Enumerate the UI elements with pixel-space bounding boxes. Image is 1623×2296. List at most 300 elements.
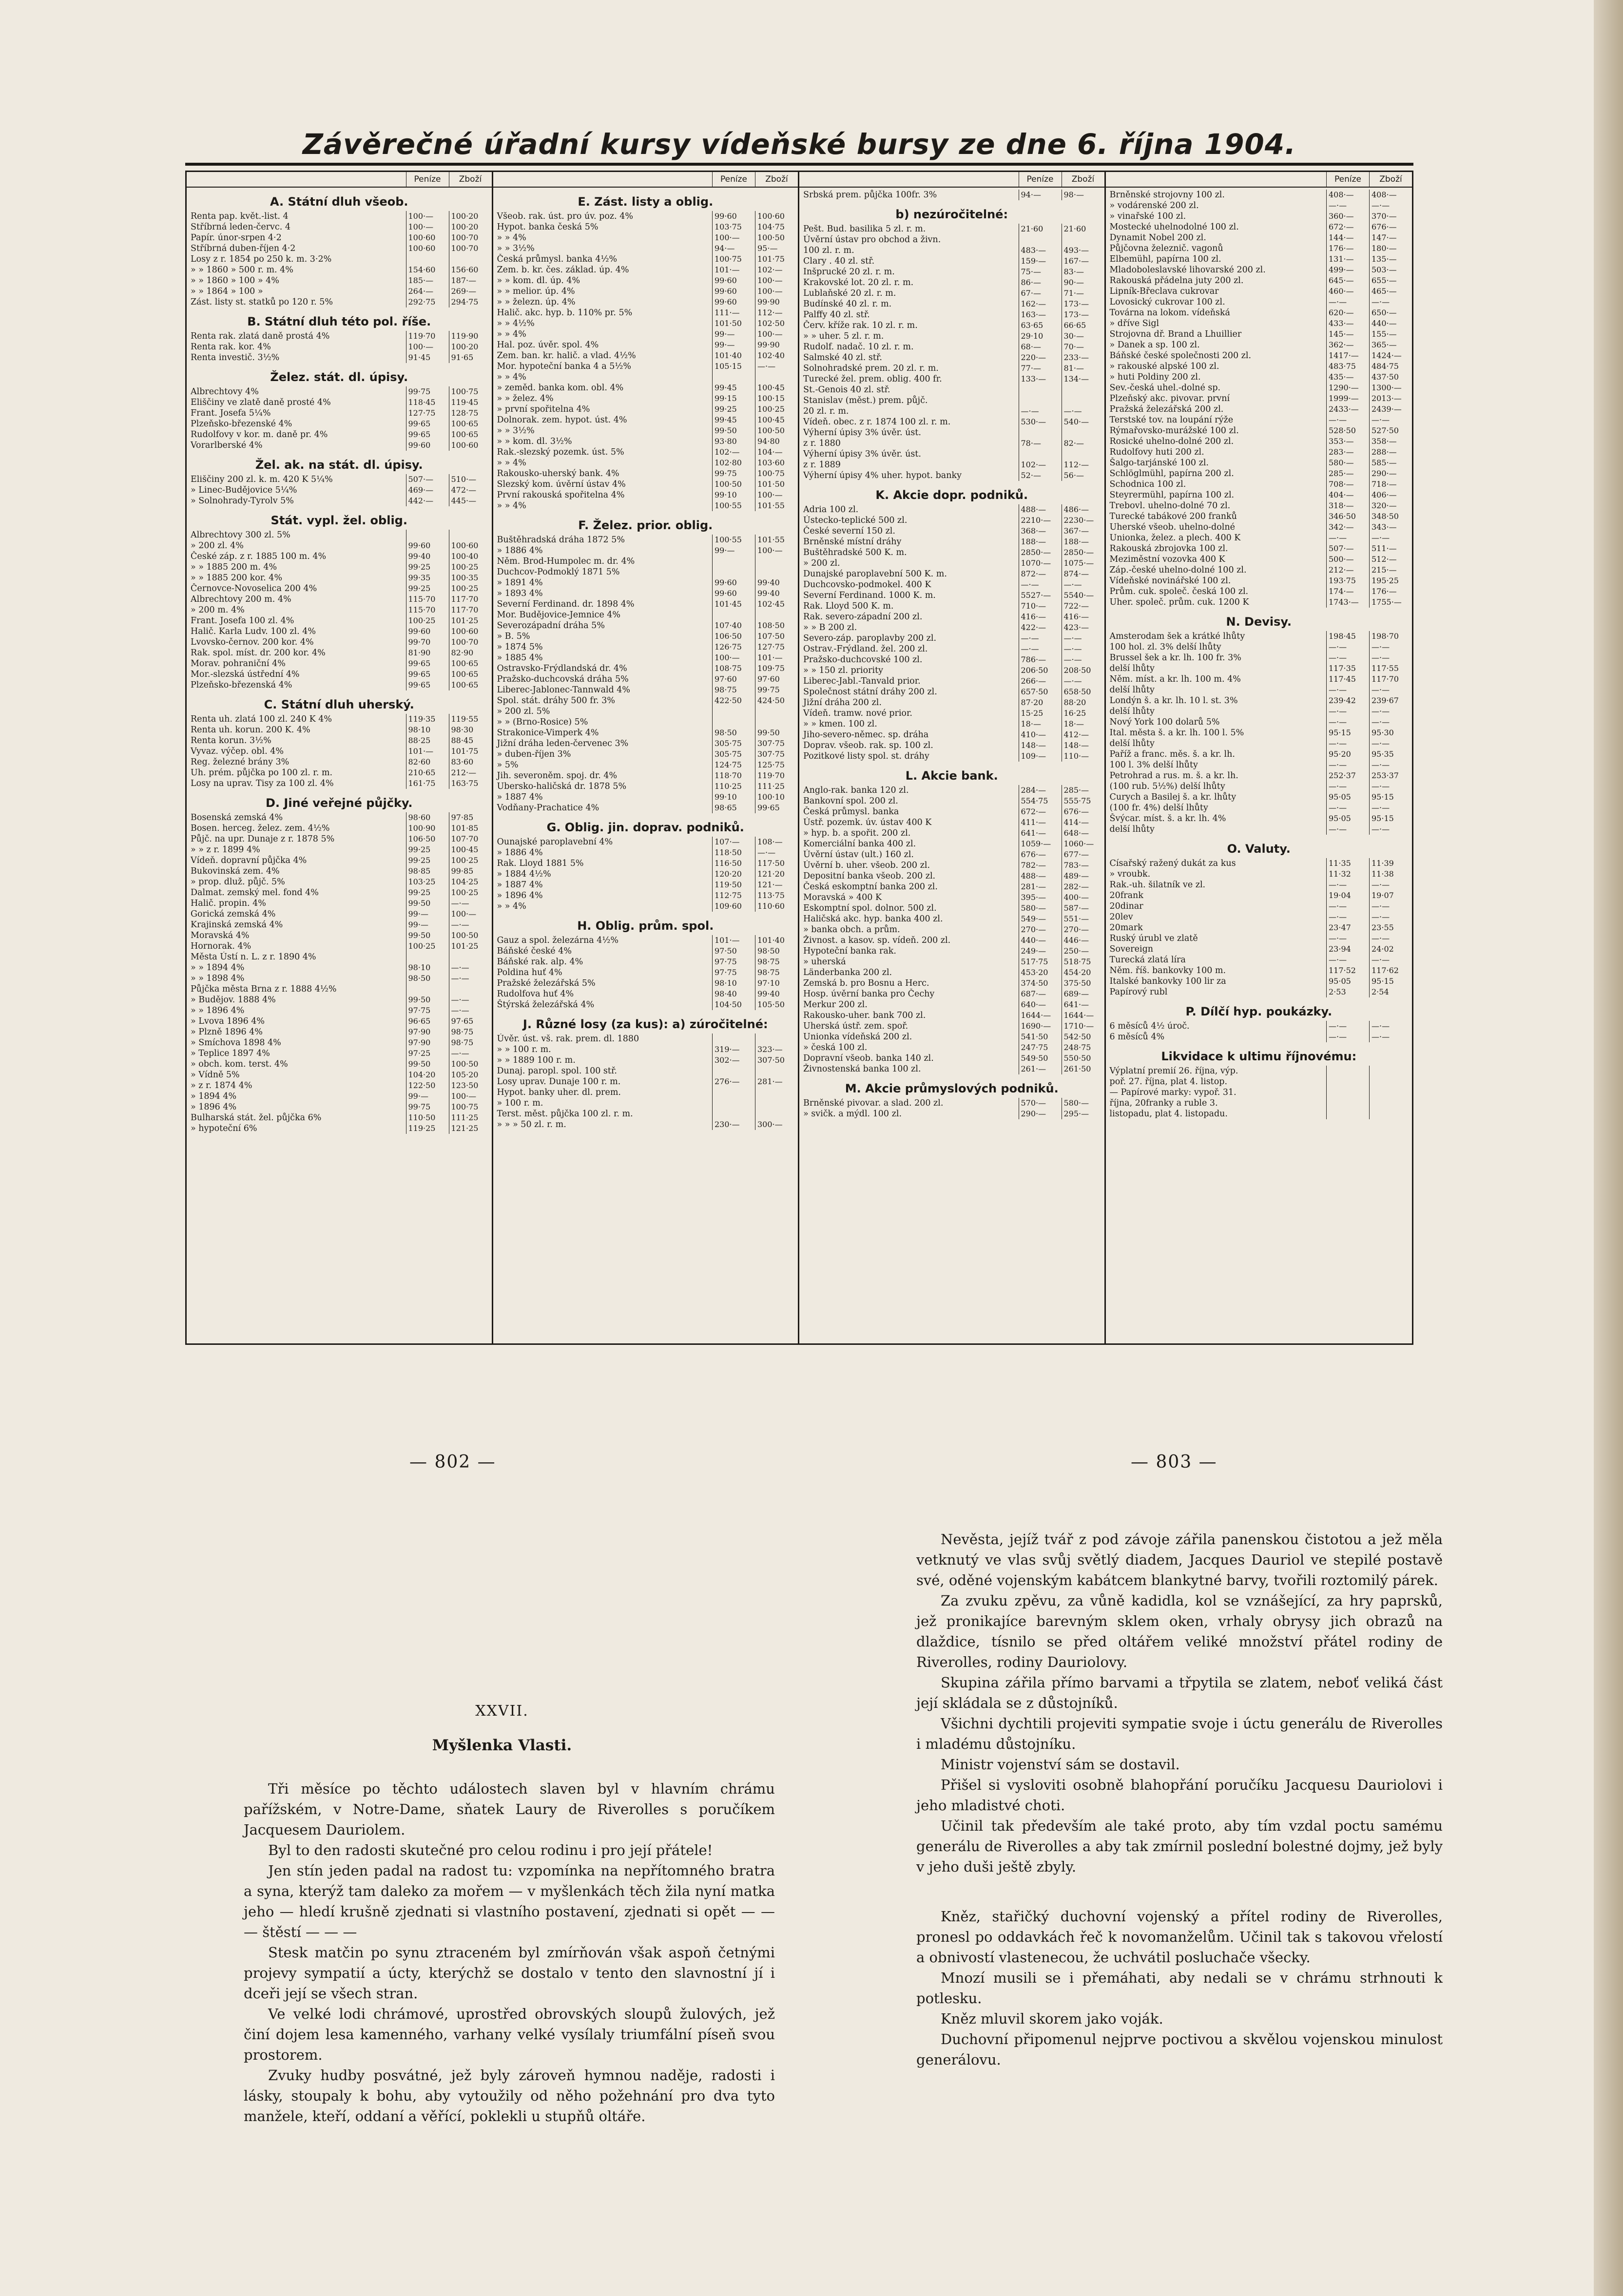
security-name: » » 1894 4% xyxy=(191,963,245,973)
section-heading: F. Želez. prior. oblig. xyxy=(578,518,713,532)
price-bid xyxy=(712,610,755,620)
table-row xyxy=(799,687,1104,697)
price-bid: 78·— xyxy=(1019,438,1062,449)
security-name: Plzeňský akc. pivovar. první xyxy=(1109,394,1230,403)
table-row xyxy=(799,406,1104,417)
table-row xyxy=(493,685,798,695)
price-bid: 185·— xyxy=(406,275,449,286)
price-ask: 551·— xyxy=(1062,914,1104,924)
price-ask xyxy=(755,1087,798,1098)
price-bid: 101·— xyxy=(712,935,755,946)
security-name: Bosenská zemská 4% xyxy=(191,813,283,823)
table-row xyxy=(187,626,492,637)
table-row xyxy=(187,680,492,690)
security-name: Sev.-česká uhel.-dolné sp. xyxy=(1109,383,1221,393)
price-bid: 786·— xyxy=(1019,654,1062,665)
table-row xyxy=(493,425,798,436)
table-row xyxy=(187,941,492,952)
table-row xyxy=(1106,1066,1412,1076)
security-name: » » 1885 200 m. 4% xyxy=(191,562,277,572)
price-ask: 472·— xyxy=(449,485,492,496)
price-ask: —·— xyxy=(1369,803,1412,813)
table-row xyxy=(1106,383,1412,393)
security-name: Paříž a franc. měs. š. a kr. lh. xyxy=(1109,749,1235,759)
price-ask: 119·90 xyxy=(449,331,492,342)
security-name: Ubersko-haličská dr. 1878 5% xyxy=(497,782,627,791)
security-name: Ústecko-teplické 500 zl. xyxy=(803,516,908,525)
security-name: Eliščiny 200 zl. k. m. 420 K 5¼% xyxy=(191,475,333,484)
security-name: Anglo-rak. banka 120 zl. xyxy=(803,785,909,795)
price-ask: 239·67 xyxy=(1369,695,1412,706)
section-heading: H. Oblig. prům. spol. xyxy=(577,919,714,933)
table-row xyxy=(799,190,1104,200)
price-bid: 1070·— xyxy=(1019,558,1062,569)
price-bid: 124·75 xyxy=(712,760,755,770)
price-bid: 100·— xyxy=(712,232,755,243)
price-ask xyxy=(1369,1087,1412,1098)
price-bid: 88·25 xyxy=(406,735,449,746)
table-row xyxy=(1106,254,1412,265)
price-bid: 284·— xyxy=(1019,785,1062,796)
column-header xyxy=(1106,172,1412,188)
table-row xyxy=(187,485,492,496)
price-ask xyxy=(449,530,492,540)
price-bid: 362·— xyxy=(1326,340,1369,350)
security-name: Dalmat. zemský mel. fond 4% xyxy=(191,888,319,898)
price-ask: 510·— xyxy=(449,474,492,485)
price-ask: 307·50 xyxy=(755,1055,798,1066)
table-row xyxy=(799,331,1104,342)
table-row xyxy=(1106,533,1412,543)
price-bid: 107·— xyxy=(712,837,755,847)
section-heading: O. Valuty. xyxy=(1227,842,1291,856)
price-ask xyxy=(1062,395,1104,406)
table-row xyxy=(799,590,1104,601)
price-bid: 100·25 xyxy=(406,941,449,952)
table-row xyxy=(493,858,798,869)
security-name: » 1874 5% xyxy=(497,642,543,652)
table-row xyxy=(493,1066,798,1076)
price-ask: 16·25 xyxy=(1062,708,1104,719)
table-row xyxy=(799,504,1104,515)
security-name: Frant. Josefa 5¼% xyxy=(191,408,271,418)
security-name: Rak.-uh. šilatník ve zl. xyxy=(1109,880,1206,890)
price-bid: 507·— xyxy=(406,474,449,485)
security-name: » Vídně 5% xyxy=(191,1070,240,1080)
table-row xyxy=(799,1064,1104,1074)
table-row xyxy=(493,749,798,760)
security-name: » 200 zl. 5% xyxy=(497,707,550,716)
price-ask: 19·07 xyxy=(1369,890,1412,901)
table-row xyxy=(1106,372,1412,383)
paragraph: Nevěsta, jejíž tvář z pod závoje zářila panenskou čistotou a jež měla vetknutý ve vlas svůj světlý diadem, Jacques Dauriol ve stepilé postavě své, oděné vojenským kabátcem blankytné barvy, tvořili roztomilý párek. xyxy=(916,1531,1443,1588)
security-name: » » 1864 » 100 » xyxy=(191,287,263,296)
security-name: Česká průmysl. banka xyxy=(803,807,899,817)
table-row xyxy=(1106,976,1412,987)
price-ask: 587·— xyxy=(1062,903,1104,914)
price-ask: 100·35 xyxy=(449,573,492,583)
security-name: 20frank xyxy=(1109,891,1143,900)
price-bid xyxy=(1019,384,1062,395)
security-name: Schlöglmühl, papírna 200 zl. xyxy=(1109,469,1234,478)
price-ask: 408·— xyxy=(1369,190,1412,200)
price-bid xyxy=(712,1066,755,1076)
security-name: Města Ústí n. L. z r. 1890 4% xyxy=(191,952,316,962)
price-ask: —·— xyxy=(1369,706,1412,717)
security-name: Něm. říš. bankovky 100 m. xyxy=(1109,966,1226,976)
security-name: Halič. Karla Ludv. 100 zl. 4% xyxy=(191,627,316,636)
table-row xyxy=(1106,631,1412,642)
price-bid: 99·65 xyxy=(406,669,449,680)
table-row xyxy=(493,674,798,685)
price-bid: 15·25 xyxy=(1019,708,1062,719)
security-name: Renta uh. korun. 200 K. 4% xyxy=(191,725,310,735)
price-bid: 95·20 xyxy=(1326,749,1369,760)
price-ask xyxy=(1369,1109,1412,1119)
column-header-label: Peníze xyxy=(1019,172,1062,187)
security-name: Rudolfovy v kor. m. daně pr. 4% xyxy=(191,430,328,440)
price-ask: —·— xyxy=(1369,880,1412,890)
price-ask: 100·65 xyxy=(449,669,492,680)
price-ask: 270·— xyxy=(1062,924,1104,935)
price-bid: 2210·— xyxy=(1019,515,1062,526)
security-name: Jižní dráha leden-červenec 3% xyxy=(497,739,629,748)
price-ask xyxy=(449,984,492,995)
price-bid: 126·75 xyxy=(712,642,755,652)
price-bid: 97·50 xyxy=(712,946,755,957)
table-row xyxy=(799,806,1104,817)
table-row xyxy=(187,823,492,834)
security-name: Půjč. na upr. Dunaje z r. 1878 5% xyxy=(191,834,335,844)
table-row xyxy=(493,770,798,781)
table-row xyxy=(799,903,1104,914)
price-bid: 549·— xyxy=(1019,914,1062,924)
page-binding-edge xyxy=(1594,0,1623,2296)
price-ask: 121·20 xyxy=(755,869,798,880)
security-name: 100 l. 3% delší lhůty xyxy=(1109,760,1198,770)
price-ask: 2439·— xyxy=(1369,404,1412,415)
table-row xyxy=(187,605,492,615)
security-name: Zem. ban. kr. halič. a vlad. 4½% xyxy=(497,351,636,361)
table-row xyxy=(799,612,1104,622)
security-name: » » 4% xyxy=(497,329,526,339)
table-row xyxy=(1106,468,1412,479)
table-row xyxy=(1106,211,1412,222)
column-header-label: Zboží xyxy=(1062,172,1104,187)
table-row xyxy=(493,792,798,803)
table-row xyxy=(799,536,1104,547)
price-bid: 404·— xyxy=(1326,490,1369,500)
security-name: Mostecké uhelnodolné 100 zl. xyxy=(1109,222,1239,232)
price-bid: —·— xyxy=(1326,1021,1369,1032)
security-name: Živnostenská banka 100 zl. xyxy=(803,1064,921,1074)
table-row xyxy=(799,697,1104,708)
security-name: » 1887 4% xyxy=(497,880,543,890)
price-bid: 247·75 xyxy=(1019,1042,1062,1053)
price-bid: —·— xyxy=(1326,1032,1369,1042)
security-name: » » 4% xyxy=(497,458,526,468)
table-row xyxy=(1106,307,1412,318)
price-bid: 212·— xyxy=(1326,565,1369,575)
table-row xyxy=(187,254,492,265)
price-bid: 541·50 xyxy=(1019,1032,1062,1042)
table-row xyxy=(493,717,798,727)
table-row xyxy=(1106,286,1412,297)
price-bid xyxy=(712,1098,755,1109)
price-ask: 650·— xyxy=(1369,307,1412,318)
price-bid: —·— xyxy=(1019,579,1062,590)
section-heading: G. Oblig. jin. doprav. podniků. xyxy=(546,821,744,834)
section-heading: M. Akcie průmyslových podniků. xyxy=(845,1082,1059,1095)
price-ask: 107·70 xyxy=(449,834,492,844)
table-row xyxy=(187,735,492,746)
price-ask: 100·45 xyxy=(755,415,798,425)
price-bid: 99·— xyxy=(406,1091,449,1102)
table-row xyxy=(493,447,798,458)
price-ask: 101·— xyxy=(755,652,798,663)
price-bid: 108·75 xyxy=(712,663,755,674)
price-ask: 282·— xyxy=(1062,881,1104,892)
price-ask: 147·— xyxy=(1369,232,1412,243)
security-name: Výplatní premií 26. října, výp. xyxy=(1109,1066,1238,1076)
security-name: Renta uh. zlatá 100 zl. 240 K 4% xyxy=(191,714,332,724)
security-name: Lipník-Břeclava cukrovar xyxy=(1109,287,1219,296)
table-row xyxy=(493,340,798,350)
table-row xyxy=(1106,922,1412,933)
price-bid: 117·35 xyxy=(1326,663,1369,674)
price-bid: 110·25 xyxy=(712,781,755,792)
price-ask: 874·— xyxy=(1062,569,1104,579)
security-name: » Danek a sp. 100 zl. xyxy=(1109,340,1200,350)
table-row xyxy=(1106,803,1412,813)
table-row xyxy=(799,579,1104,590)
table-row xyxy=(493,967,798,978)
security-name: Báňské české 4% xyxy=(497,946,572,956)
column-header xyxy=(187,172,492,188)
table-row xyxy=(1106,522,1412,533)
price-ask: 88·20 xyxy=(1062,697,1104,708)
price-ask: 98·50 xyxy=(755,946,798,957)
security-name: Pražsko-duchcovské 100 zl. xyxy=(803,655,923,665)
price-bid: 346·50 xyxy=(1326,511,1369,522)
table-row xyxy=(493,946,798,957)
security-name: Papír. únor-srpen 4·2 xyxy=(191,233,282,243)
price-bid: 318·— xyxy=(1326,500,1369,511)
price-bid: —·— xyxy=(1326,901,1369,912)
price-ask: 108·— xyxy=(755,837,798,847)
table-row xyxy=(493,957,798,967)
price-bid: 1644·— xyxy=(1019,1010,1062,1021)
table-row xyxy=(799,751,1104,762)
table-row xyxy=(493,275,798,286)
price-bid: 131·— xyxy=(1326,254,1369,265)
table-row xyxy=(187,648,492,658)
page-title: Závěrečné úřadní kursy vídeňské bursy ze dne 6. října 1904. xyxy=(302,128,1296,161)
price-ask: 100·75 xyxy=(449,1102,492,1112)
price-ask: —·— xyxy=(1062,633,1104,644)
security-name: Vorarlberské 4% xyxy=(191,440,263,450)
table-row xyxy=(493,318,798,329)
security-name: Haličská akc. hyp. banka 400 zl. xyxy=(803,914,943,924)
table-row xyxy=(493,880,798,890)
security-name: Mor.-slezská ústřední 4% xyxy=(191,670,300,679)
security-name: » hypoteční 6% xyxy=(191,1124,257,1133)
price-ask: 101·55 xyxy=(755,500,798,511)
security-name: » 1884 4½% xyxy=(497,869,551,879)
price-ask: 187·— xyxy=(449,275,492,286)
price-ask: 676·— xyxy=(1062,806,1104,817)
price-ask: 1710·— xyxy=(1062,1021,1104,1032)
price-ask xyxy=(1369,1066,1412,1076)
security-name: Brněnské místní dráhy xyxy=(803,537,902,547)
price-bid: —·— xyxy=(1326,415,1369,425)
price-ask: 1644·— xyxy=(1062,1010,1104,1021)
price-bid: 395·— xyxy=(1019,892,1062,903)
security-name: Vyvaz. výčep. obl. 4% xyxy=(191,746,284,756)
security-name: Severozápadní dráha 5% xyxy=(497,621,605,631)
table-row xyxy=(187,1123,492,1134)
price-bid: 99·— xyxy=(712,545,755,556)
paragraph: Tři měsíce po těchto událostech slaven byl v hlavním chrámu pařížském, v Notre-Dame, sňatek Laury de Riverolles s poručíkem Jacquesem Dauriolem. xyxy=(244,1780,775,1838)
security-name: Gorická zemská 4% xyxy=(191,909,276,919)
price-bid xyxy=(1326,1076,1369,1087)
price-bid: 101·— xyxy=(712,265,755,275)
security-name: Italské bankovky 100 lir za xyxy=(1109,976,1226,986)
price-bid xyxy=(712,1109,755,1119)
left-body-text xyxy=(244,1779,775,2126)
security-name: Plzeňsko-březenská 4% xyxy=(191,680,292,690)
table-row xyxy=(187,887,492,898)
price-bid: 104·50 xyxy=(712,999,755,1010)
security-name: » » 1860 » 100 » 4% xyxy=(191,276,279,286)
security-name: » 200 zl. xyxy=(803,558,840,568)
price-ask: —·— xyxy=(1369,760,1412,770)
security-name: Krakovské lot. 20 zl. r. m. xyxy=(803,278,914,287)
table-row xyxy=(1106,1109,1412,1119)
security-name: Poldina huť 4% xyxy=(497,968,562,977)
stock-exchange-table xyxy=(185,171,1413,1345)
price-ask: 111·25 xyxy=(449,1112,492,1123)
right-body-text xyxy=(916,1529,1443,2070)
price-ask: 5540·— xyxy=(1062,590,1104,601)
security-name: Hypoteční banka rak. xyxy=(803,946,896,956)
security-name: » hyp. b. a spořit. 200 zl. xyxy=(803,828,911,838)
price-ask: 104·75 xyxy=(755,222,798,232)
table-row xyxy=(799,957,1104,967)
table-row xyxy=(799,935,1104,946)
table-row xyxy=(799,654,1104,665)
security-name: » banka obch. a prům. xyxy=(803,925,900,935)
price-bid: 99·60 xyxy=(712,286,755,297)
table-row xyxy=(1106,1087,1412,1098)
security-name: delší lhůty xyxy=(1109,707,1155,716)
price-ask: 117·55 xyxy=(1369,663,1412,674)
security-name: Vídeňské novinářské 100 zl. xyxy=(1109,576,1231,586)
security-name: » huti Poldiny 200 zl. xyxy=(1109,372,1201,382)
security-name: Dunaj. paropl. spol. 100 stř. xyxy=(497,1066,617,1076)
table-row xyxy=(493,642,798,652)
table-row xyxy=(1106,575,1412,586)
price-bid: 99·40 xyxy=(406,551,449,562)
price-ask: 212·— xyxy=(449,767,492,778)
price-ask: 1424·— xyxy=(1369,350,1412,361)
price-bid: 319·— xyxy=(712,1044,755,1055)
price-ask: 658·50 xyxy=(1062,687,1104,697)
price-ask: 365·— xyxy=(1369,340,1412,350)
security-name: Úvěr. úst. vš. rak. prem. dl. 1880 xyxy=(497,1034,639,1044)
price-bid: 100·— xyxy=(406,342,449,352)
column-header-label: Zboží xyxy=(755,172,798,187)
price-ask: 100·60 xyxy=(449,540,492,551)
price-ask: 95·15 xyxy=(1369,813,1412,824)
table-row xyxy=(1106,869,1412,880)
price-bid: 507·— xyxy=(1326,543,1369,554)
table-row xyxy=(493,978,798,989)
security-name: Mor. Budějovice-Jemnice 4% xyxy=(497,610,621,620)
security-name: Duchcovsko-podmokel. 400 K xyxy=(803,580,931,590)
price-ask: 176·— xyxy=(1369,586,1412,597)
table-row xyxy=(1106,404,1412,415)
security-name: 6 měsíců 4% xyxy=(1109,1032,1165,1042)
security-name: » » želez. 4% xyxy=(497,394,554,403)
table-row xyxy=(493,567,798,577)
security-name: Severo-záp. paroplavby 200 zl. xyxy=(803,633,937,643)
page-number-right: — 803 — xyxy=(1131,1452,1217,1472)
table-row xyxy=(493,490,798,500)
price-bid: 75·— xyxy=(1019,267,1062,277)
table-row xyxy=(493,1055,798,1066)
price-ask xyxy=(1062,384,1104,395)
table-row xyxy=(1106,479,1412,490)
security-name: — Papírové marky: vypoř. 31. xyxy=(1109,1088,1237,1097)
table-row xyxy=(1106,792,1412,803)
price-ask: 367·— xyxy=(1062,526,1104,536)
price-ask: 94·80 xyxy=(755,436,798,447)
price-bid: 98·75 xyxy=(712,685,755,695)
price-ask: 101·25 xyxy=(449,615,492,626)
price-bid: 19·04 xyxy=(1326,890,1369,901)
security-name: Nový York 100 dolarů 5% xyxy=(1109,717,1220,727)
table-row xyxy=(493,297,798,307)
table-row xyxy=(187,1037,492,1048)
table-row xyxy=(187,573,492,583)
table-row xyxy=(187,232,492,243)
security-name: » » 1896 4% xyxy=(191,1006,245,1015)
security-name: » vinařské 100 zl. xyxy=(1109,211,1186,221)
price-ask: —·— xyxy=(449,898,492,909)
price-bid: 119·35 xyxy=(406,714,449,725)
section-heading: Žel. ak. na stát. dl. úpisy. xyxy=(255,458,423,472)
table-row xyxy=(799,871,1104,881)
security-name: První rakouská spořitelna 4% xyxy=(497,490,625,500)
security-name: » » železn. úp. 4% xyxy=(497,297,576,307)
price-bid: 163·— xyxy=(1019,309,1062,320)
price-bid: 100·50 xyxy=(712,479,755,490)
price-ask: 493·— xyxy=(1062,245,1104,256)
price-bid: 99·60 xyxy=(406,440,449,451)
table-row xyxy=(493,999,798,1010)
table-row xyxy=(493,383,798,393)
table-row xyxy=(799,449,1104,459)
price-ask: 100·50 xyxy=(755,425,798,436)
security-name: » Linec-Budějovice 5¼% xyxy=(191,485,297,495)
price-ask: 281·— xyxy=(755,1076,798,1087)
price-bid: 93·80 xyxy=(712,436,755,447)
price-bid: 133·— xyxy=(1019,374,1062,384)
price-bid: 99·25 xyxy=(712,404,755,415)
security-name: Pražsko-duchcovská dráha 5% xyxy=(497,674,629,684)
security-name: Elbemühl, papírna 100 zl. xyxy=(1109,254,1221,264)
